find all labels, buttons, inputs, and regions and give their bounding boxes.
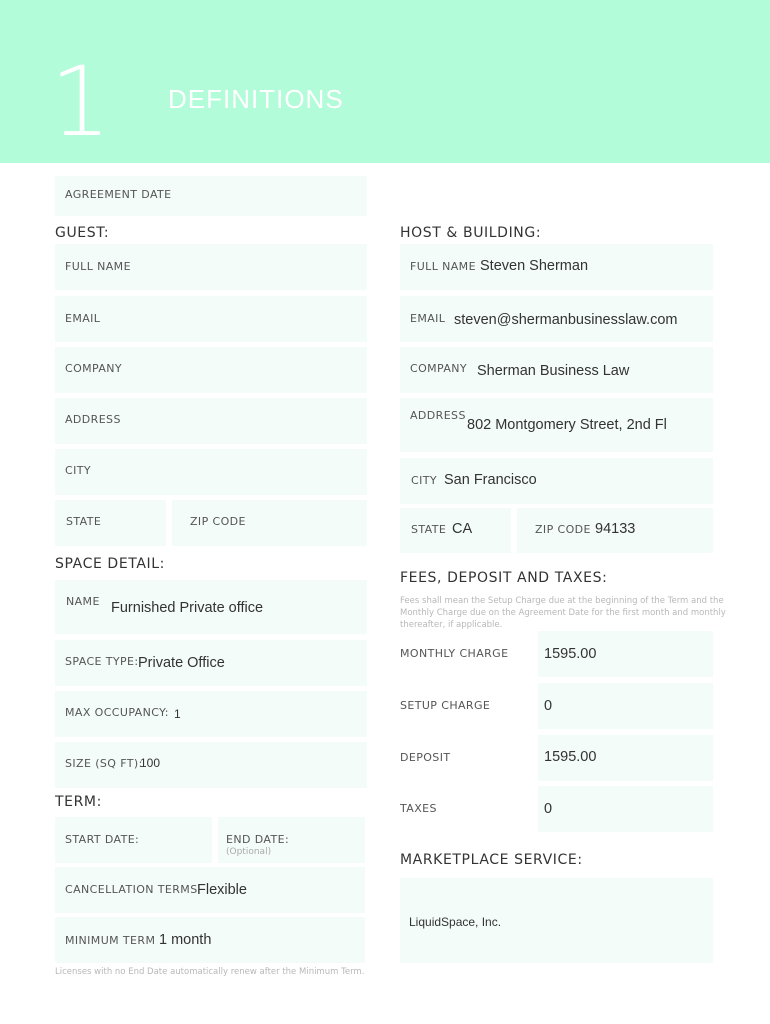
host-address-field[interactable] xyxy=(400,398,713,452)
guest-company-field[interactable] xyxy=(55,347,367,393)
end-date-field[interactable] xyxy=(218,817,365,863)
host-full-name-label: FULL NAME xyxy=(410,260,476,273)
host-address-label: ADDRESS xyxy=(410,409,466,422)
guest-email-field[interactable] xyxy=(55,296,367,342)
fees-note-line-2: Monthly Charge due on the Agreement Date for the first month and monthly xyxy=(400,608,726,618)
term-footnote: Licenses with no End Date automatically renew after the Minimum Term. xyxy=(55,967,365,977)
start-date-field[interactable] xyxy=(55,817,212,863)
host-company-field[interactable] xyxy=(400,347,713,393)
space-type-label: SPACE TYPE: xyxy=(65,655,139,668)
guest-city-field[interactable] xyxy=(55,449,367,495)
fees-note-line-3: thereafter, if applicable. xyxy=(400,620,503,630)
start-date-label: START DATE: xyxy=(65,833,140,846)
end-date-optional-note: (Optional) xyxy=(226,847,272,857)
space-type-value: Private Office xyxy=(138,655,225,671)
setup-charge-value: 0 xyxy=(544,698,553,714)
space-name-label: NAME xyxy=(66,595,100,608)
guest-address-label: ADDRESS xyxy=(65,413,121,426)
marketplace-heading: MARKETPLACE SERVICE: xyxy=(400,852,583,868)
setup-charge-field[interactable] xyxy=(538,683,713,729)
deposit-field[interactable] xyxy=(538,735,713,781)
guest-zip-label: ZIP CODE xyxy=(190,515,246,528)
guest-full-name-field[interactable] xyxy=(55,244,367,290)
host-full-name-field[interactable] xyxy=(400,244,713,290)
setup-charge-label: SETUP CHARGE xyxy=(400,699,491,712)
guest-full-name-label: FULL NAME xyxy=(65,260,131,273)
minimum-term-value: 1 month xyxy=(159,932,212,948)
guest-heading: GUEST: xyxy=(55,225,110,241)
agreement-date-field[interactable] xyxy=(55,176,367,216)
section-number: 1 xyxy=(50,46,112,158)
agreement-date-label: AGREEMENT DATE xyxy=(65,188,172,201)
marketplace-service-field[interactable] xyxy=(400,878,713,963)
host-full-name-value: Steven Sherman xyxy=(480,258,589,274)
host-state-field[interactable] xyxy=(400,508,511,553)
host-city-field[interactable] xyxy=(400,458,713,504)
host-address-value: 802 Montgomery Street, 2nd Fl xyxy=(467,417,667,433)
max-occupancy-value: 1 xyxy=(174,707,181,721)
space-name-value: Furnished Private office xyxy=(111,600,264,616)
space-detail-heading: SPACE DETAIL: xyxy=(55,556,165,572)
guest-state-field[interactable] xyxy=(55,500,166,546)
size-sqft-label: SIZE (SQ FT): xyxy=(65,757,143,770)
space-type-field[interactable] xyxy=(55,640,367,686)
max-occupancy-field[interactable] xyxy=(55,691,367,737)
monthly-charge-field[interactable] xyxy=(538,631,713,677)
host-city-label: CITY xyxy=(411,474,437,487)
taxes-label: TAXES xyxy=(400,802,437,815)
minimum-term-label: MINIMUM TERM xyxy=(65,934,156,947)
host-email-label: EMAIL xyxy=(410,312,446,325)
section-title: DEFINITIONS xyxy=(168,84,344,114)
fees-heading: FEES, DEPOSIT AND TAXES: xyxy=(400,570,608,586)
guest-state-label: STATE xyxy=(66,515,102,528)
guest-address-field[interactable] xyxy=(55,398,367,444)
minimum-term-field[interactable] xyxy=(55,917,365,963)
host-company-label: COMPANY xyxy=(410,362,468,375)
size-sqft-value: 100 xyxy=(140,756,161,770)
end-date-label: END DATE: xyxy=(226,833,290,846)
guest-company-label: COMPANY xyxy=(65,362,123,375)
size-sqft-field[interactable] xyxy=(55,742,367,788)
term-heading: TERM: xyxy=(55,794,102,810)
host-state-label: STATE xyxy=(411,523,447,536)
monthly-charge-value: 1595.00 xyxy=(544,646,597,662)
section-header xyxy=(0,0,770,163)
cancellation-terms-value: Flexible xyxy=(197,882,247,898)
guest-zip-field[interactable] xyxy=(172,500,367,546)
marketplace-service-value: LiquidSpace, Inc. xyxy=(409,915,502,929)
cancellation-terms-label: CANCELLATION TERMS xyxy=(65,883,198,896)
host-company-value: Sherman Business Law xyxy=(477,363,630,379)
host-zip-field[interactable] xyxy=(517,508,713,553)
guest-email-label: EMAIL xyxy=(65,312,101,325)
host-email-value: steven@shermanbusinesslaw.com xyxy=(454,312,678,328)
host-email-field[interactable] xyxy=(400,296,713,342)
monthly-charge-label: MONTHLY CHARGE xyxy=(400,647,509,660)
guest-city-label: CITY xyxy=(65,464,91,477)
taxes-value: 0 xyxy=(544,801,553,817)
taxes-field[interactable] xyxy=(538,786,713,832)
deposit-value: 1595.00 xyxy=(544,749,597,765)
space-name-field[interactable] xyxy=(55,580,367,634)
fees-note-line-1: Fees shall mean the Setup Charge due at the beginning of the Term and the xyxy=(400,596,724,606)
max-occupancy-label: MAX OCCUPANCY: xyxy=(65,706,169,719)
deposit-label: DEPOSIT xyxy=(400,751,451,764)
host-zip-label: ZIP CODE xyxy=(535,523,591,536)
host-heading: HOST & BUILDING: xyxy=(400,225,542,241)
host-zip-value: 94133 xyxy=(595,521,636,537)
cancellation-terms-field[interactable] xyxy=(55,867,365,913)
host-city-value: San Francisco xyxy=(444,472,537,488)
host-state-value: CA xyxy=(452,521,473,537)
fees-note xyxy=(400,595,726,631)
